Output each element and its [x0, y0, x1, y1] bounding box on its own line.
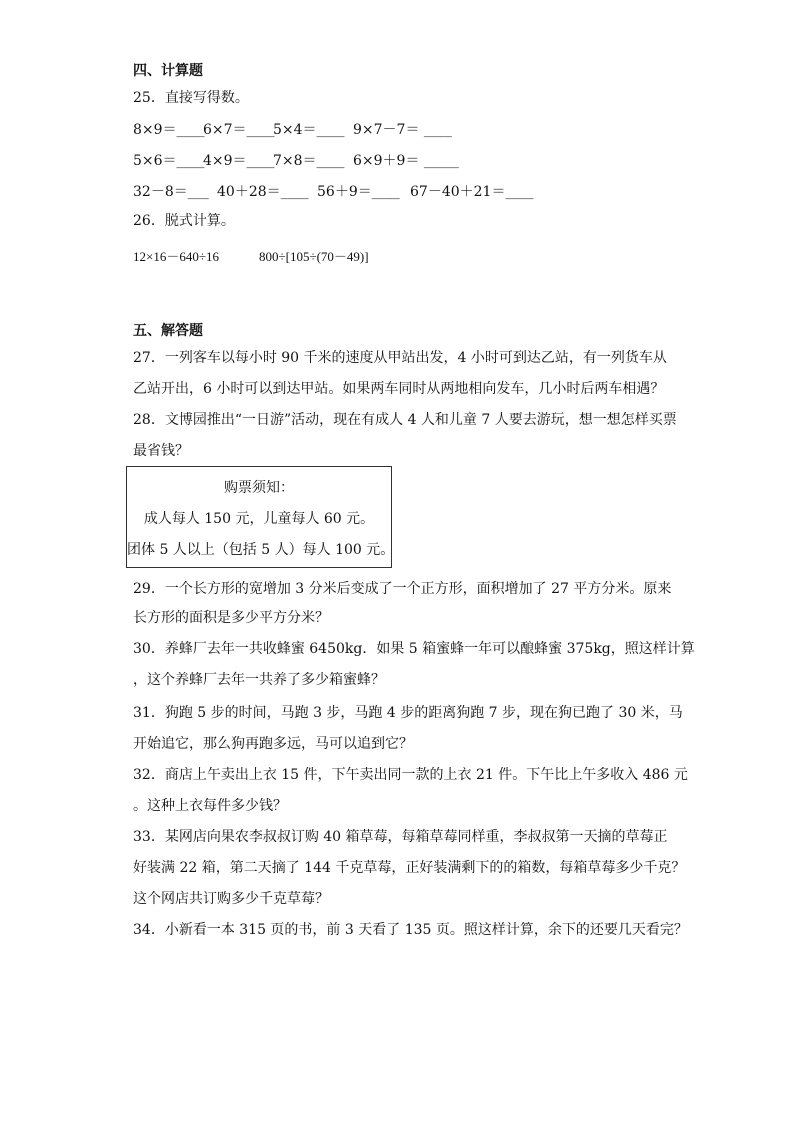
- q25-item: 7×8＝____: [273, 153, 345, 169]
- q25-item: 8×9＝____: [133, 122, 205, 138]
- q25-item: 67－40＋21＝____: [410, 184, 534, 200]
- q25-row-3: [133, 183, 533, 201]
- ticket-notice-line-2: 团体 5 人以上（包括 5 人）每人 100 元。: [127, 542, 395, 558]
- q28-line-1: 28．文博园推出“一日游”活动，现在有成人 4 人和儿童 7 人要去游玩，想一想怎样买票: [133, 412, 677, 428]
- q25-item: 56＋9＝____: [317, 184, 400, 200]
- q26-expr-1: 12×16－640÷16: [133, 249, 219, 264]
- q33-line-3: 这个网店共订购多少千克草莓？: [133, 891, 329, 907]
- q34-line-1: 34．小新看一本 315 页的书，前 3 天看了 135 页。照这样计算，余下的还要几天看完？: [133, 922, 688, 938]
- q31-line-2: 开始追它，那么狗再跑多远，马可以追到它？: [133, 736, 413, 752]
- q32-line-2: 。这种上衣每件多少钱？: [133, 798, 287, 814]
- q26-expr-2: 800÷[105÷(70－49)]: [259, 249, 369, 264]
- q31-line-1: 31．狗跑 5 步的时间，马跑 3 步，马跑 4 步的距离狗跑 7 步，现在狗已跑了 30 米，马: [133, 705, 683, 721]
- q32-line-1: 32．商店上午卖出上衣 15 件，下午卖出同一款的上衣 21 件。下午比上午多收入 486 元: [133, 767, 688, 783]
- section-5-title: 五、解答题: [133, 323, 203, 339]
- q33-line-2: 好装满 22 箱，第二天摘了 144 千克草莓，正好装满剩下的的箱数，每箱草莓多少千克？: [133, 860, 686, 876]
- q25-item: 5×4＝____: [273, 122, 345, 138]
- section-4-title: 四、计算题: [133, 63, 203, 79]
- ticket-notice-line-1: 成人每人 150 元，儿童每人 60 元。: [143, 511, 375, 527]
- q29-line-2: 长方形的面积是多少平方分米？: [133, 610, 329, 626]
- ticket-notice-box: [126, 466, 395, 568]
- q25-item: 6×7＝____: [203, 122, 275, 138]
- q25-item: 32－8＝___: [133, 184, 209, 200]
- q27-line-1: 27．一列客车以每小时 90 千米的速度从甲站出发，4 小时可到达乙站，有一列货车从: [133, 350, 667, 366]
- q25-row-1: [133, 121, 452, 139]
- q30-line-2: ，这个养蜂厂去年一共养了多少箱蜜蜂？: [133, 672, 385, 688]
- ticket-notice-title: 购票须知：: [224, 480, 294, 496]
- q27-line-2: 乙站开出，6 小时可以到达甲站。如果两车同时从两地相向发车，几小时后两车相遇？: [133, 381, 665, 397]
- q25-item: 9×7－7＝ ____: [353, 122, 452, 138]
- q30-line-1: 30．养蜂厂去年一共收蜂蜜 6450kg．如果 5 箱蜜蜂一年可以酿蜂蜜 375kg，照这样计算: [133, 641, 695, 657]
- q25-item: 40＋28＝____: [217, 184, 309, 200]
- q25-item: 5×6＝____: [133, 153, 205, 169]
- q26-expressions: [133, 248, 369, 266]
- q25-item: 6×9＋9＝ _____: [353, 153, 459, 169]
- q28-line-2: 最省钱？: [133, 443, 189, 459]
- q25-row-2: [133, 152, 459, 170]
- q29-line-1: 29．一个长方形的宽增加 3 分米后变成了一个正方形，面积增加了 27 平方分米。原来: [133, 581, 672, 597]
- q25-prompt: 25．直接写得数。: [133, 90, 249, 106]
- q26-prompt: 26．脱式计算。: [133, 213, 235, 229]
- q25-item: 4×9＝____: [203, 153, 275, 169]
- q33-line-1: 33．某网店向果农李叔叔订购 40 箱草莓，每箱草莓同样重，李叔叔第一天摘的草莓正: [133, 829, 668, 845]
